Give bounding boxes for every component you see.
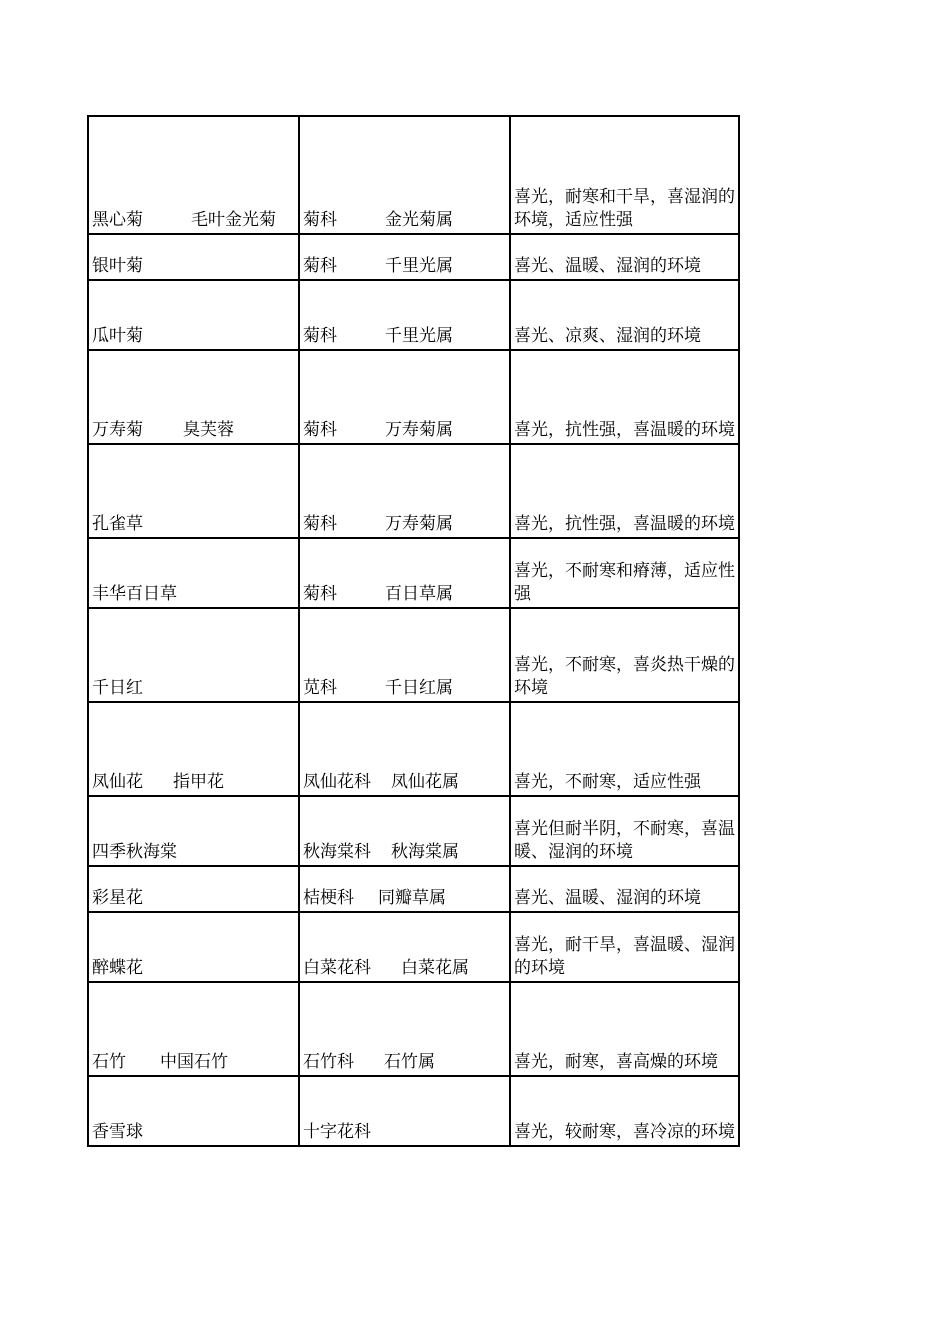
table-row bbox=[88, 538, 739, 608]
table-row bbox=[88, 796, 739, 866]
taxonomy-cell bbox=[299, 444, 510, 538]
habit-cell: 喜光，耐寒，喜高燥的环境 bbox=[510, 982, 739, 1076]
table-row bbox=[88, 912, 739, 982]
taxonomy-cell bbox=[299, 350, 510, 444]
plant-family: 石竹科 bbox=[303, 1052, 354, 1072]
taxonomy-cell bbox=[299, 912, 510, 982]
plant-genus: 千里光属 bbox=[385, 256, 453, 276]
table-row bbox=[88, 116, 739, 234]
plant-genus: 秋海棠属 bbox=[391, 842, 459, 862]
plant-family: 秋海棠科 bbox=[303, 842, 371, 862]
habit-cell: 喜光，不耐寒，适应性强 bbox=[510, 702, 739, 796]
plant-genus: 金光菊属 bbox=[385, 210, 453, 230]
plant-name: 香雪球 bbox=[92, 1122, 143, 1142]
plant-family: 菊科 bbox=[303, 210, 337, 230]
habit-cell: 喜光，耐干旱，喜温暖、湿润的环境 bbox=[510, 912, 739, 982]
taxonomy-cell bbox=[299, 702, 510, 796]
plant-alias: 指甲花 bbox=[173, 772, 224, 792]
name-cell bbox=[88, 280, 299, 350]
table-row bbox=[88, 350, 739, 444]
table-row bbox=[88, 444, 739, 538]
taxonomy-cell bbox=[299, 538, 510, 608]
plant-name: 千日红 bbox=[92, 678, 143, 698]
table-row bbox=[88, 280, 739, 350]
plant-name: 万寿菊 bbox=[92, 420, 143, 440]
plant-family: 白菜花科 bbox=[303, 958, 371, 978]
plant-family: 菊科 bbox=[303, 256, 337, 276]
name-cell bbox=[88, 1076, 299, 1146]
name-cell bbox=[88, 234, 299, 280]
table-row bbox=[88, 1076, 739, 1146]
name-cell bbox=[88, 608, 299, 702]
plant-family: 十字花科 bbox=[303, 1122, 371, 1142]
plant-name: 丰华百日草 bbox=[92, 584, 177, 604]
plant-name: 醉蝶花 bbox=[92, 958, 143, 978]
table-row bbox=[88, 702, 739, 796]
plant-genus: 白菜花属 bbox=[401, 958, 469, 978]
habit-cell: 喜光，较耐寒，喜冷凉的环境 bbox=[510, 1076, 739, 1146]
taxonomy-cell bbox=[299, 982, 510, 1076]
name-cell bbox=[88, 538, 299, 608]
habit-cell: 喜光，抗性强，喜温暖的环境 bbox=[510, 444, 739, 538]
plant-alias: 毛叶金光菊 bbox=[191, 210, 276, 230]
name-cell bbox=[88, 350, 299, 444]
plant-genus: 万寿菊属 bbox=[385, 514, 453, 534]
plant-genus: 千日红属 bbox=[385, 678, 453, 698]
table-row bbox=[88, 866, 739, 912]
habit-cell: 喜光，耐寒和干旱，喜湿润的环境，适应性强 bbox=[510, 116, 739, 234]
plant-genus: 同瓣草属 bbox=[378, 888, 446, 908]
taxonomy-cell bbox=[299, 1076, 510, 1146]
habit-cell: 喜光、凉爽、湿润的环境 bbox=[510, 280, 739, 350]
habit-cell: 喜光、温暖、湿润的环境 bbox=[510, 866, 739, 912]
plant-alias: 臭芙蓉 bbox=[183, 420, 234, 440]
plant-genus: 千里光属 bbox=[385, 326, 453, 346]
plant-name: 银叶菊 bbox=[92, 256, 143, 276]
table-row bbox=[88, 234, 739, 280]
plant-name: 凤仙花 bbox=[92, 772, 143, 792]
plant-family: 桔梗科 bbox=[303, 888, 354, 908]
plant-family: 菊科 bbox=[303, 420, 337, 440]
habit-cell: 喜光，不耐寒和瘠薄，适应性强 bbox=[510, 538, 739, 608]
name-cell bbox=[88, 796, 299, 866]
table-row bbox=[88, 608, 739, 702]
plant-name: 四季秋海棠 bbox=[92, 842, 177, 862]
plant-name: 黑心菊 bbox=[92, 210, 143, 230]
plant-alias: 中国石竹 bbox=[160, 1052, 228, 1072]
plant-name: 孔雀草 bbox=[92, 514, 143, 534]
plant-name: 彩星花 bbox=[92, 888, 143, 908]
name-cell bbox=[88, 912, 299, 982]
name-cell bbox=[88, 982, 299, 1076]
table-row bbox=[88, 982, 739, 1076]
plant-genus: 万寿菊属 bbox=[385, 420, 453, 440]
plant-family: 菊科 bbox=[303, 514, 337, 534]
plant-family: 苋科 bbox=[303, 678, 337, 698]
habit-cell: 喜光，不耐寒，喜炎热干燥的环境 bbox=[510, 608, 739, 702]
plant-genus: 百日草属 bbox=[385, 584, 453, 604]
taxonomy-cell bbox=[299, 796, 510, 866]
plant-family: 菊科 bbox=[303, 326, 337, 346]
habit-cell: 喜光、温暖、湿润的环境 bbox=[510, 234, 739, 280]
plant-family: 菊科 bbox=[303, 584, 337, 604]
name-cell bbox=[88, 116, 299, 234]
plant-family: 凤仙花科 bbox=[303, 772, 371, 792]
plant-genus: 凤仙花属 bbox=[391, 772, 459, 792]
name-cell bbox=[88, 702, 299, 796]
plant-name: 瓜叶菊 bbox=[92, 326, 143, 346]
plant-table bbox=[87, 115, 740, 1147]
taxonomy-cell bbox=[299, 234, 510, 280]
plant-genus: 石竹属 bbox=[384, 1052, 435, 1072]
habit-cell: 喜光，抗性强，喜温暖的环境 bbox=[510, 350, 739, 444]
name-cell bbox=[88, 866, 299, 912]
habit-cell: 喜光但耐半阴，不耐寒，喜温暖、湿润的环境 bbox=[510, 796, 739, 866]
name-cell bbox=[88, 444, 299, 538]
taxonomy-cell bbox=[299, 866, 510, 912]
taxonomy-cell bbox=[299, 280, 510, 350]
plant-name: 石竹 bbox=[92, 1052, 126, 1072]
taxonomy-cell bbox=[299, 608, 510, 702]
taxonomy-cell bbox=[299, 116, 510, 234]
